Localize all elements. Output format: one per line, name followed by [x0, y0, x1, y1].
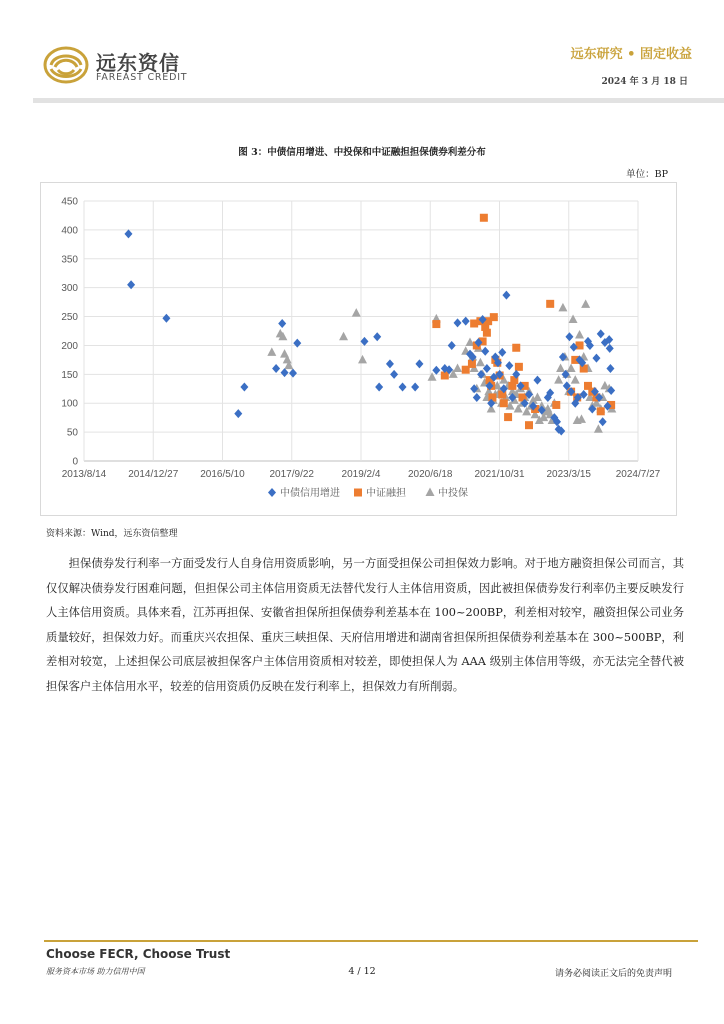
data-point	[515, 363, 523, 371]
data-point	[500, 399, 508, 407]
y-tick-label: 0	[72, 456, 78, 468]
y-tick-label: 150	[61, 369, 78, 381]
footer-slogan-cn: 服务资本市场 助力信用中国	[46, 967, 145, 976]
data-point	[468, 360, 476, 368]
y-tick-label: 100	[61, 398, 78, 410]
footer-slogan-en: Choose FECR, Choose Trust	[46, 947, 231, 961]
data-point	[483, 329, 491, 337]
logo-en-text: FAREAST CREDIT	[96, 72, 188, 83]
figure-source: 资料来源：Wind，远东资信整理	[46, 529, 178, 539]
data-point	[480, 214, 488, 222]
figure-unit: 单位：BP	[626, 169, 668, 180]
y-tick-label: 350	[61, 254, 78, 266]
spread-scatter-chart	[40, 182, 677, 516]
y-tick-label: 300	[61, 283, 78, 295]
y-tick-label: 450	[61, 196, 78, 208]
data-point	[552, 401, 560, 409]
legend-marker	[354, 489, 362, 497]
data-point	[525, 421, 533, 429]
x-tick-label: 2024/7/27	[615, 469, 661, 480]
footer-gold-rule	[44, 940, 698, 942]
legend-label: 中投保	[438, 488, 468, 499]
x-tick-label: 2014/12/27	[128, 469, 179, 480]
data-point	[597, 407, 605, 415]
x-tick-label: 2017/9/22	[269, 469, 314, 480]
x-tick-label: 2013/8/14	[61, 469, 107, 480]
header-section: 远东研究 • 固定收益	[570, 47, 692, 62]
footer-disclaimer: 请务必阅读正文后的免责声明	[554, 969, 672, 979]
data-point	[504, 413, 512, 421]
legend-label: 中债信用增进	[280, 488, 340, 499]
x-tick-label: 2021/10/31	[474, 469, 525, 480]
y-tick-label: 200	[61, 340, 78, 352]
x-tick-label: 2020/6/18	[408, 469, 453, 480]
y-tick-label: 400	[61, 225, 78, 237]
body-paragraph: 担保债券发行利率一方面受发行人自身信用资质影响，另一方面受担保公司担保效力影响。对于地方融资担保公司而言，其仅仅解决债券发行困难问题，但担保公司主体信用资质无法替代发行人主体信用资质，因此被担保债券发行利率仍主要反映发行人主体信用资质。具体来看，江苏再担保、安徽省担保所担保债券利差基本在 100~200BP，利差相对较窄，融资担保公司业务质量较好，担保效力好。而重庆兴农担保、重庆三峡担保、天府信用增进和湖南省担保所担保债券利差基本在 300~500BP，利差相对较宽，上述担保公司底层被担保客户主体信用资质相对较差，即使担保人为 AAA 级别主体信用等级，亦无法完全替代被担保客户主体信用水平，较差的信用资质仍反映在发行利率上，担保效力有所削弱。	[46, 557, 684, 693]
y-tick-label: 250	[61, 312, 78, 324]
x-tick-label: 2023/3/15	[546, 469, 591, 480]
x-tick-label: 2019/2/4	[341, 469, 381, 480]
data-point	[546, 300, 554, 308]
data-point	[512, 344, 520, 352]
logo-cn-text: 远东资信	[96, 51, 180, 75]
data-point	[490, 313, 498, 321]
x-tick-label: 2016/5/10	[200, 469, 245, 480]
figure-caption: 图 3：中债信用增进、中投保和中证融担担保债券利差分布	[238, 147, 486, 158]
fareast-logo-icon	[42, 45, 90, 85]
header-divider	[33, 98, 724, 103]
page-number: 4 / 12	[348, 966, 376, 977]
header-date: 2024 年 3 月 18 日	[601, 77, 688, 87]
y-tick-label: 50	[66, 427, 78, 439]
data-point	[432, 320, 440, 328]
legend-label: 中证融担	[366, 488, 406, 499]
